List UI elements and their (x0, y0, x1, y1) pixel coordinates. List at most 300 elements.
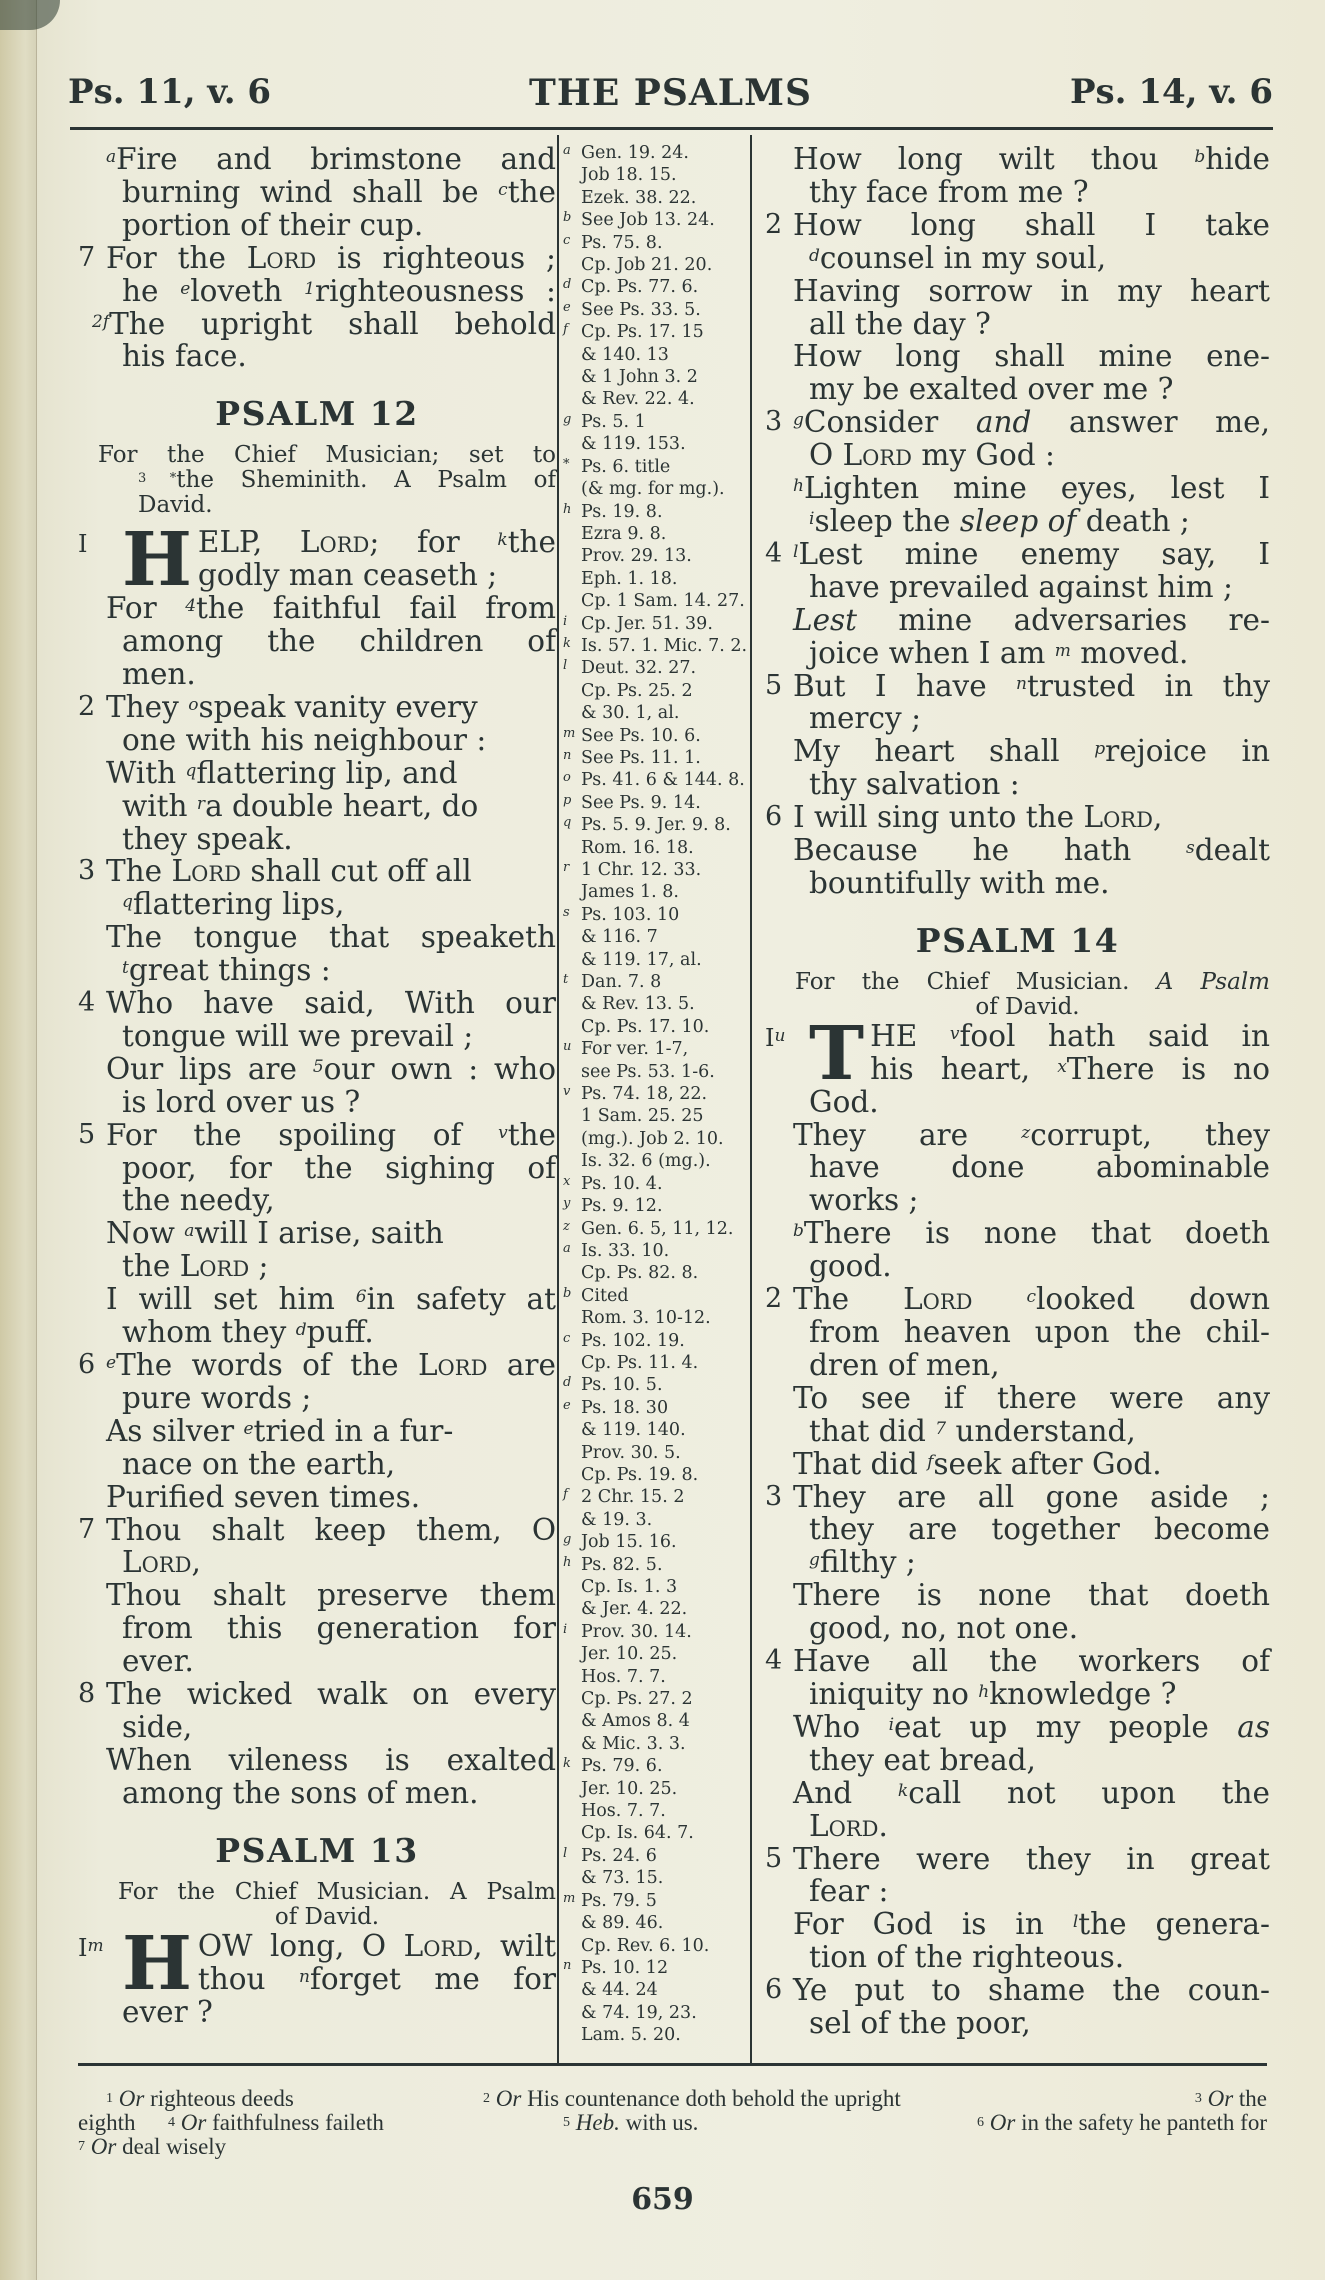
cross-reference (563, 1554, 748, 1621)
reference-line: (mg.). Job 2. 10. (581, 1128, 724, 1149)
reference-line: & 19. 3. (581, 1509, 653, 1530)
reference-line: & 30. 1, al. (581, 703, 680, 724)
reference-line: & Rev. 22. 4. (581, 389, 695, 410)
reference-letter: p (563, 792, 572, 808)
text-line: they speak. (122, 821, 293, 856)
verse-number: 5 (78, 1118, 96, 1150)
page-number: 659 (631, 2182, 694, 2217)
reference-line: Ps. 10. 12 (581, 1957, 669, 1978)
cross-reference (563, 1218, 748, 1240)
text-line: $^q$flattering lips, (122, 887, 345, 922)
reference-line: Dan. 7. 8 (581, 972, 662, 993)
verse-number: 4 (78, 987, 96, 1019)
verse-number: 4 (765, 537, 783, 569)
text-line: 4 Have all the workers of (765, 1644, 1270, 1679)
text-line: I will set him $^6$in safety at (106, 1282, 556, 1317)
text-line: mercy ; (809, 701, 922, 736)
text-line: That did $^f$seek after God. (793, 1446, 1162, 1481)
reference-line: Jer. 10. 25. (581, 1778, 678, 1799)
cross-reference (563, 1890, 748, 1957)
reference-letter: c (563, 1330, 571, 1346)
reference-letter: g (563, 411, 572, 427)
psalm-12-verse-1: I H ELP, Lord; for $^k$the godly man ceaseth ; (78, 526, 556, 593)
reference-line: Rom. 3. 10-12. (581, 1308, 711, 1329)
reference-line: Ps. 102. 19. (581, 1330, 685, 1351)
reference-line: Ps. 74. 18, 22. (581, 1084, 708, 1105)
reference-letter: y (563, 1196, 571, 1212)
cross-reference (563, 209, 748, 231)
text-line: dren of men, (809, 1347, 1000, 1382)
verse-number: 8 (78, 1678, 96, 1710)
reference-letter: r (563, 860, 570, 875)
reference-line: & 119. 153. (581, 434, 686, 455)
reference-line: Prov. 30. 14. (581, 1621, 692, 1642)
text-line: my be exalted over me ? (809, 372, 1174, 407)
text-line: poor, for the sighing of (122, 1150, 556, 1185)
text-line: 4 $^l$Lest mine enemy say, I (765, 536, 1270, 571)
text-line: men. (122, 656, 196, 691)
text-line: is lord over us ? (122, 1084, 361, 1119)
text-line: When vileness is exalted (106, 1742, 556, 1777)
reference-letter: d (563, 277, 572, 293)
reference-line: & Jer. 4. 22. (581, 1599, 688, 1620)
column-divider-right (750, 135, 752, 2063)
right-text-column (765, 143, 1270, 2040)
text-line: tion of the righteous. (809, 1940, 1125, 1975)
reference-letter: e (563, 1397, 571, 1413)
drop-cap: T (809, 1019, 865, 1086)
cross-reference (563, 1755, 748, 1845)
reference-line: Cp. Ps. 25. 2 (581, 680, 693, 701)
header-right-ref: Ps. 14, v. 6 (1069, 72, 1273, 112)
verse-number: 6 (765, 1974, 783, 2006)
cross-reference (563, 1845, 748, 1890)
reference-line: Cp. Is. 1. 3 (581, 1577, 678, 1597)
text-line: 3 They are all gone aside ; (765, 1479, 1270, 1514)
text-line: 6 $^e$The words of the Lord are (78, 1348, 556, 1382)
reference-letter: l (563, 1845, 568, 1861)
reference-line: Ps. 82. 5. (581, 1554, 663, 1575)
reference-letter: v (563, 1084, 571, 1100)
verse-number: 3 (765, 406, 783, 438)
text-line: burning wind shall be $^c$the (122, 174, 556, 209)
text-line: O Lord my God : (809, 438, 1055, 473)
cross-reference (563, 904, 748, 971)
text-line: My heart shall $^p$rejoice in (793, 734, 1270, 769)
cross-reference (563, 1397, 748, 1487)
text-line: Our lips are $^5$our own : who (106, 1051, 557, 1086)
reference-letter: h (563, 501, 572, 517)
footnote-3-cont: eighth (78, 2110, 136, 2135)
text-line: $^g$filthy ; (809, 1545, 916, 1580)
reference-letter: s (563, 904, 570, 920)
text-line: And $^k$call not upon the (793, 1775, 1270, 1810)
psalm-14-verse-1: $I^u$ T HE $^v$fool hath said in his heart, $^x$There is no (765, 1019, 1270, 1086)
reference-letter: a (563, 143, 571, 158)
reference-line: & 89. 46. (581, 1913, 664, 1934)
text-line: $^i$sleep the sleep of death ; (809, 503, 1190, 538)
text-line: Lest mine adversaries re- (793, 602, 1270, 637)
cross-reference (563, 1531, 748, 1553)
reference-letter: i (563, 1621, 568, 1637)
reference-line: Cp. 1 Sam. 14. 27. (581, 591, 745, 612)
text-line: ever ? (122, 1994, 213, 2029)
reference-line: Ps. 10. 5. (581, 1375, 663, 1396)
cross-reference (563, 1374, 748, 1396)
reference-line: Gen. 19. 24. (581, 143, 689, 163)
text-line: among the sons of men. (122, 1775, 479, 1810)
text-line: 2 They $^o$speak vanity every (78, 689, 478, 724)
reference-line: & 73. 15. (581, 1868, 664, 1889)
verse-number: 6 (78, 1349, 96, 1380)
reference-letter: u (563, 1039, 572, 1055)
reference-line: Cp. Ps. 17. 15 (581, 322, 704, 343)
reference-letter: o (563, 770, 571, 786)
reference-line: & 116. 7 (581, 927, 658, 948)
reference-line: Cp. Ps. 82. 8. (581, 1263, 699, 1284)
text-line: As silver $^e$tried in a fur- (106, 1413, 454, 1448)
text-line: with $^r$a double heart, do (122, 788, 479, 823)
reference-line: Prov. 30. 5. (581, 1442, 681, 1463)
cross-reference (563, 769, 748, 791)
reference-line: Prov. 29. 13. (581, 546, 692, 567)
reference-letter: h (563, 1554, 572, 1570)
cross-reference (563, 1083, 748, 1173)
text-line: Lord, (122, 1545, 201, 1580)
reference-letter: k (563, 635, 571, 651)
text-line: whom they $^d$puff. (122, 1315, 374, 1350)
book-spine-edge (0, 0, 37, 2280)
text-line: good, no, not one. (809, 1611, 1079, 1646)
header-rule (70, 127, 1273, 130)
text-line: the needy, (122, 1183, 275, 1218)
psalm-12-heading: PSALM 12 (215, 394, 419, 434)
reference-line: See Ps. 9. 14. (581, 792, 701, 813)
reference-letter: z (563, 1218, 570, 1234)
running-header (68, 72, 1273, 122)
reference-line: & 44. 24 (581, 1980, 658, 2001)
text-line: have done abominable (809, 1150, 1270, 1185)
reference-line: & Amos 8. 4 (581, 1711, 690, 1732)
reference-line: Ps. 18. 30 (581, 1397, 669, 1418)
cross-reference (563, 1195, 748, 1217)
text-line: works ; (809, 1183, 919, 1218)
column-divider-left (557, 135, 559, 2063)
text-line: iniquity no $^h$knowledge ? (809, 1676, 1177, 1711)
text-line: his face. (122, 339, 247, 374)
text-line: 2 The Lord $^c$looked down (765, 1282, 1270, 1317)
text-line: Who $^i$eat up my people as (793, 1709, 1270, 1744)
text-line: How long shall mine ene- (793, 339, 1270, 374)
text-line: $^t$great things : (122, 953, 331, 988)
text-line: The tongue that speaketh (106, 920, 556, 955)
text-line: $^a$Fire and brimstone and (106, 142, 556, 176)
reference-line: & 1 John 3. 2 (581, 367, 698, 388)
reference-letter: l (563, 658, 568, 674)
cross-reference (563, 456, 748, 501)
text-line: $^b$There is none that doeth (793, 1216, 1270, 1251)
text-line: from heaven upon the chil- (809, 1315, 1270, 1349)
reference-line: Ezra 9. 8. (581, 523, 667, 544)
psalm-14-heading: PSALM 14 (915, 920, 1120, 960)
reference-line: See Job 13. 24. (581, 210, 715, 231)
text-line: $^{2f}$The upright shall behold (92, 306, 556, 341)
reference-line: Lam. 5. 20. (581, 2025, 681, 2046)
text-line: 5 But I have $^n$trusted in thy (765, 668, 1271, 703)
text-line: They are $^z$corrupt, they (793, 1117, 1270, 1152)
text-line: all the day ? (809, 306, 991, 341)
cross-reference (563, 501, 748, 613)
psalm-13-verse-1: $I^m$ H OW long, O Lord, wilt thou $^n$forget me for (78, 1929, 556, 1996)
reference-letter: k (563, 1756, 571, 1772)
text-line: For God is in $^l$the genera- (793, 1907, 1270, 1942)
text-line: Thou shalt preserve them (106, 1578, 556, 1613)
footnote-2: $^2$ Or His countenance doth behold the upright (483, 2086, 901, 2111)
header-left-ref: Ps. 11, v. 6 (68, 72, 272, 112)
reference-line: Ps. 6. title (581, 456, 671, 477)
reference-letter: m (563, 725, 576, 741)
reference-line: Cp. Is. 64. 7. (581, 1823, 694, 1844)
text-line: To see if there were any (793, 1380, 1270, 1415)
reference-letter: m (563, 1890, 576, 1906)
psalm-14-superscription: For the Chief Musician. A Psalm of David. (795, 968, 1270, 1020)
reference-line: See Ps. 10. 6. (581, 725, 701, 746)
cross-reference (563, 1621, 748, 1755)
reference-line: Hos. 7. 7. (581, 1666, 666, 1687)
verse-number: 7 (78, 241, 96, 273)
text-line: joice when I am $^m$ moved. (809, 635, 1189, 670)
verse-number: $I^m$ (78, 1933, 104, 1962)
reference-line: 1 Chr. 12. 33. (581, 860, 702, 880)
reference-line: & 119. 140. (581, 1420, 686, 1441)
text-line: that did $^7$ understand, (809, 1413, 1136, 1448)
reference-letter: c (563, 232, 571, 248)
text-line: thy salvation : (809, 767, 1020, 802)
cross-reference (563, 635, 748, 657)
text-line: $^h$Lighten mine eyes, lest I (793, 471, 1270, 506)
cross-reference (563, 814, 748, 859)
text-line: Now $^a$will I arise, saith (106, 1216, 444, 1251)
reference-line: Ps. 79. 6. (581, 1756, 663, 1777)
reference-line: Ps. 5. 9. Jer. 9. 8. (581, 815, 731, 836)
reference-line: Gen. 6. 5, 11, 12. (581, 1218, 734, 1239)
reference-line: Is. 57. 1. Mic. 7. 2. (581, 635, 748, 656)
text-line: 7 For the Lord is righteous ; (78, 240, 556, 275)
reference-line: See Ps. 11. 1. (581, 747, 701, 768)
reference-letter: t (563, 972, 569, 988)
verse-number: 2 (78, 690, 96, 722)
reference-line: (& mg. for mg.). (581, 479, 725, 500)
reference-line: Ps. 24. 6 (581, 1845, 657, 1866)
text-line: Lord. (809, 1808, 888, 1843)
drop-cap: H (122, 526, 192, 593)
reference-line: Cp. Rev. 6. 10. (581, 1935, 710, 1956)
cross-reference (563, 725, 748, 747)
reference-line: Job 18. 15. (581, 165, 677, 186)
cross-reference (563, 232, 748, 277)
text-line: 8 The wicked walk on every (78, 1677, 556, 1712)
text-line: nace on the earth, (122, 1446, 396, 1481)
verse-number: 5 (765, 1842, 783, 1874)
text-line: 4 Who have said, With our (78, 986, 556, 1021)
text-line: 5 There were they in great (765, 1841, 1270, 1876)
reference-line: Ps. 41. 6 & 144. 8. (581, 770, 745, 791)
verse-number: 5 (765, 669, 783, 701)
verse-number: 6 (765, 801, 783, 833)
psalm-11-continuation (78, 143, 556, 373)
reference-letter: d (563, 1375, 572, 1391)
text-line: bountifully with me. (809, 865, 1110, 900)
psalm-13-continuation (765, 143, 1270, 900)
reference-line: Ps. 19. 8. (581, 501, 663, 522)
reference-line: & 140. 13 (581, 344, 669, 365)
text-line: There is none that doeth (793, 1578, 1270, 1613)
reference-letter: g (563, 1532, 572, 1548)
text-line: among the children of (122, 624, 556, 659)
reference-line: Hos. 7. 7. (581, 1801, 666, 1822)
text-line: 6 I will sing unto the Lord, (765, 800, 1163, 835)
footnote-1: $^1$ Or righteous deeds (106, 2086, 294, 2111)
verse-number: 2 (765, 1283, 783, 1315)
left-text-column (78, 143, 556, 2028)
cross-reference-column (563, 142, 748, 2047)
text-line: With $^q$flattering lip, and (106, 755, 458, 790)
footnote-6: $^6$ Or in the safety he panteth for (977, 2110, 1267, 2135)
text-line: Having sorrow in my heart (793, 273, 1270, 308)
cross-reference (563, 747, 748, 769)
cross-reference (563, 1957, 748, 2047)
text-line: sel of the poor, (809, 2006, 1031, 2041)
reference-line: & 74. 19, 23. (581, 2002, 697, 2023)
reference-line: Rom. 16. 18. (581, 837, 694, 858)
cross-reference (563, 1240, 748, 1285)
cross-reference (563, 792, 748, 814)
reference-line: For ver. 1-7, (581, 1039, 689, 1060)
footnote-7: $^7$ Or deal wisely (78, 2134, 227, 2159)
reference-line: Ezek. 38. 22. (581, 187, 697, 208)
text-line: portion of their cup. (122, 207, 424, 242)
text-line: good. (809, 1249, 892, 1284)
text-line: 3 The Lord shall cut off all (78, 854, 472, 889)
reference-letter: n (563, 1957, 572, 1973)
reference-letter: e (563, 299, 571, 315)
text-line: from this generation for (122, 1611, 556, 1646)
text-line: $^d$counsel in my soul, (809, 240, 1107, 275)
text-line: God. (809, 1084, 879, 1119)
cross-reference (563, 859, 748, 904)
reference-line: Job 15. 16. (581, 1532, 677, 1553)
text-line: fear : (809, 1874, 889, 1909)
psalm-12-superscription: For the Chief Musician; set to $^{3 *}$the Sheminith. A Psalm of David. (98, 442, 556, 519)
verse-number: 2 (765, 208, 783, 240)
header-title: THE PSALMS (529, 72, 812, 114)
footnote-3: $^3$ Or the (1194, 2086, 1267, 2111)
cross-reference (563, 142, 748, 209)
footnote-5: $^5$ Heb. with us. (563, 2110, 699, 2135)
verse-number: 3 (78, 855, 96, 887)
reference-letter: x (563, 1173, 571, 1189)
cross-reference (563, 321, 748, 411)
text-line: 5 For the spoiling of $^v$the (78, 1117, 556, 1152)
text-line: How long wilt thou $^b$hide (793, 142, 1270, 176)
text-line: have prevailed against him ; (809, 569, 1233, 604)
reference-letter: f (563, 322, 568, 338)
text-line: he $^e$loveth $^1$righteousness : (122, 273, 556, 308)
reference-line: Cp. Ps. 27. 2 (581, 1689, 693, 1710)
reference-line: Cited (581, 1285, 629, 1306)
psalm-14-verses (765, 1119, 1270, 2040)
cross-reference (563, 411, 748, 456)
text-line: side, (122, 1709, 193, 1744)
reference-line: 2 Chr. 15. 2 (581, 1487, 685, 1508)
verse-number: 4 (765, 1645, 783, 1677)
text-line: For $^4$the faithful fail from (106, 591, 556, 626)
reference-letter: q (563, 815, 572, 831)
text-line: pure words ; (122, 1380, 312, 1415)
reference-letter: b (563, 1285, 572, 1301)
verse-number: 3 (765, 1480, 783, 1512)
text-line: 7 Thou shalt keep them, O (78, 1512, 556, 1547)
reference-line: Ps. 5. 1 (581, 411, 646, 432)
reference-line: & Rev. 13. 5. (581, 994, 695, 1015)
reference-letter: * (563, 456, 570, 472)
reference-line: Is. 32. 6 (mg.). (581, 1151, 711, 1172)
psalm-13-superscription: For the Chief Musician. A Psalm of David. (118, 1878, 556, 1930)
text-line: tongue will we prevail ; (122, 1018, 474, 1053)
text-line: 6 Ye put to shame the coun- (765, 1973, 1270, 2008)
reference-line: Cp. Job 21. 20. (581, 255, 713, 276)
footnotes (78, 2087, 1267, 2159)
text-line: they are together become (809, 1512, 1270, 1547)
reference-line: Ps. 10. 4. (581, 1173, 663, 1194)
reference-line: Ps. 79. 5 (581, 1890, 657, 1911)
reference-line: Cp. Ps. 17. 10. (581, 1016, 710, 1037)
text-line: 2 How long shall I take (765, 207, 1270, 242)
text-line: 3 $^g$Consider and answer me, (765, 405, 1270, 440)
reference-line: 1 Sam. 25. 25 (581, 1106, 704, 1127)
reference-line: Ps. 9. 12. (581, 1196, 663, 1217)
reference-line: & 119. 17, al. (581, 949, 702, 970)
cross-reference (563, 1038, 748, 1083)
cross-reference (563, 971, 748, 1038)
reference-letter: f (563, 1487, 568, 1503)
reference-letter: a (563, 1240, 571, 1256)
reference-line: Cp. Ps. 11. 4. (581, 1352, 699, 1373)
reference-letter: i (563, 613, 568, 629)
reference-line: & Mic. 3. 3. (581, 1733, 686, 1754)
cross-reference (563, 1330, 748, 1375)
cross-reference (563, 657, 748, 724)
text-line: ever. (122, 1644, 194, 1679)
reference-line: Jer. 10. 25. (581, 1644, 678, 1665)
text-line: Because he hath $^s$dealt (793, 833, 1270, 868)
text-line: they eat bread, (809, 1742, 1036, 1777)
reference-line: Cp. Jer. 51. 39. (581, 613, 713, 634)
reference-line: see Ps. 53. 1-6. (581, 1061, 715, 1082)
reference-line: Is. 33. 10. (581, 1240, 670, 1261)
text-line: one with his neighbour : (122, 722, 487, 757)
drop-cap: H (122, 1929, 192, 1996)
reference-letter: n (563, 747, 572, 763)
binding-shadow (0, 0, 60, 30)
reference-line: See Ps. 33. 5. (581, 299, 701, 320)
text-line: thy face from me ? (809, 174, 1089, 209)
footnote-rule (78, 2063, 1267, 2066)
psalm-12-verses (78, 691, 556, 1810)
reference-line: Deut. 32. 27. (581, 658, 697, 679)
verse-number: 7 (78, 1513, 96, 1545)
cross-reference (563, 1285, 748, 1330)
